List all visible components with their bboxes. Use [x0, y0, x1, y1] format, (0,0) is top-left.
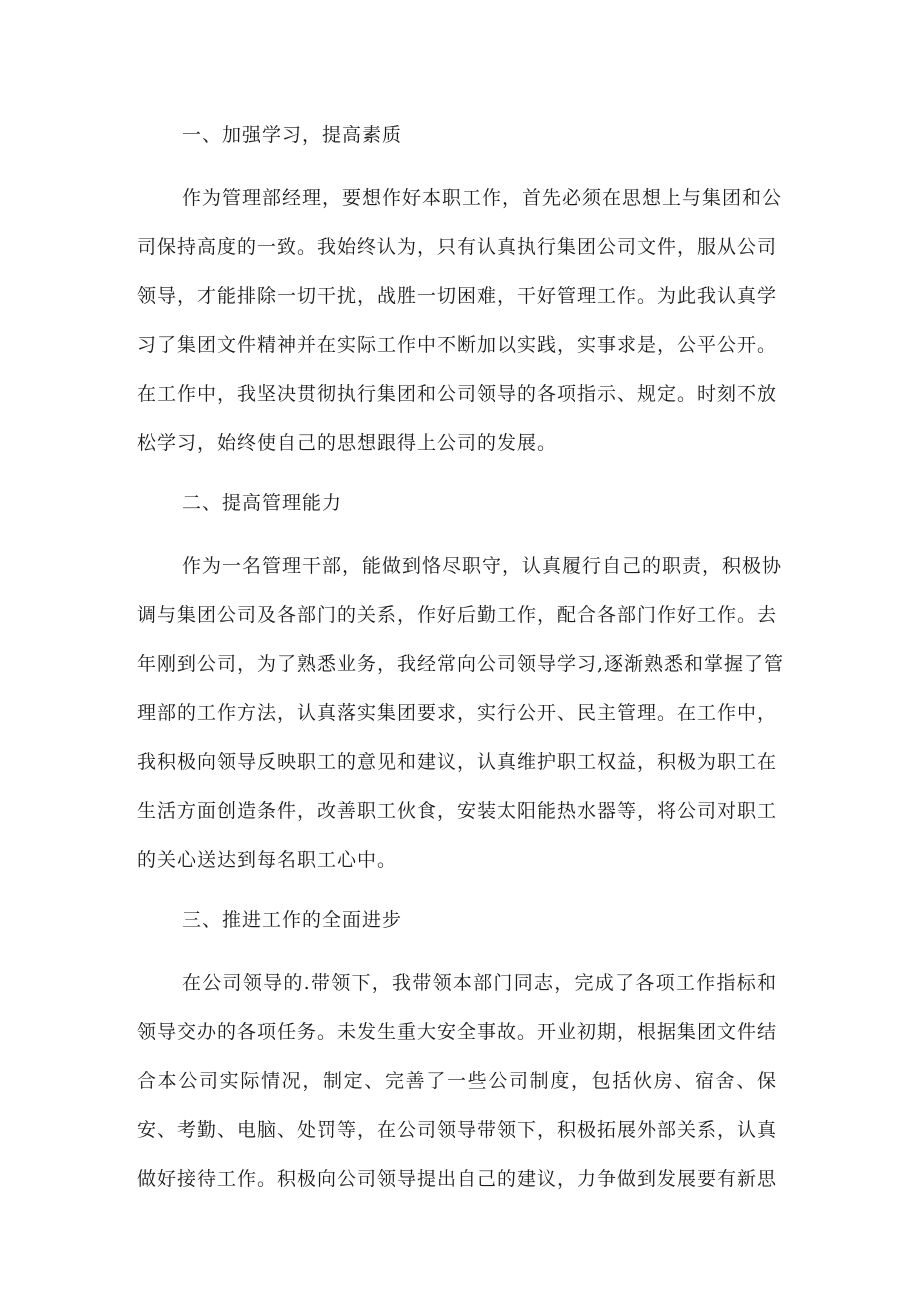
paragraph-line: 司保持高度的一致。我始终认为，只有认真执行集团公司文件，服从公司 — [137, 236, 778, 258]
paragraph-line: 生活方面创造条件，改善职工伙食，安装太阳能热水器等，将公司对职工 — [137, 800, 778, 822]
paragraph-line: 理部的工作方法，认真落实集团要求，实行公开、民主管理。在工作中， — [137, 702, 778, 724]
paragraph-line: 在公司领导的.带领下，我带领本部门同志，完成了各项工作指标和 — [182, 972, 777, 994]
paragraph-line: 领导交办的各项任务。未发生重大安全事故。开业初期，根据集团文件结 — [137, 1021, 778, 1043]
paragraph-line: 松学习，始终使自己的思想跟得上公司的发展。 — [137, 432, 558, 454]
section-heading: 一、加强学习，提高素质 — [182, 124, 403, 146]
section-heading: 二、提高管理能力 — [182, 492, 343, 514]
paragraph-line: 领导，才能排除一切干扰，战胜一切困难，干好管理工作。为此我认真学 — [137, 285, 778, 307]
section-heading: 三、推进工作的全面进步 — [182, 909, 403, 931]
paragraph-line: 作为管理部经理，要想作好本职工作，首先必须在思想上与集团和公 — [182, 187, 783, 209]
paragraph-line: 作为一名管理干部，能做到恪尽职守，认真履行自己的职责，积极协 — [182, 555, 783, 577]
paragraph-line: 的关心送达到每名职工心中。 — [137, 849, 398, 871]
paragraph-line: 做好接待工作。积极向公司领导提出自己的建议，力争做到发展要有新思 — [137, 1168, 778, 1190]
paragraph-line: 习了集团文件精神并在实际工作中不断加以实践，实事求是，公平公开。 — [137, 334, 778, 356]
paragraph-line: 调与集团公司及各部门的关系，作好后勤工作，配合各部门作好工作。去 — [137, 604, 778, 626]
paragraph-line: 合本公司实际情况，制定、完善了一些公司制度，包括伙房、宿舍、保 — [137, 1070, 777, 1092]
paragraph-line: 我积极向领导反映职工的意见和建议，认真维护职工权益，积极为职工在 — [137, 751, 778, 773]
paragraph-line: 在工作中，我坚决贯彻执行集团和公司领导的各项指示、规定。时刻不放 — [137, 383, 778, 405]
paragraph-line: 安、考勤、电脑、处罚等，在公司领导带领下，积极拓展外部关系，认真 — [137, 1119, 778, 1141]
paragraph-line: 年刚到公司，为了熟悉业务，我经常向公司领导学习,逐渐熟悉和掌握了管 — [137, 653, 785, 675]
